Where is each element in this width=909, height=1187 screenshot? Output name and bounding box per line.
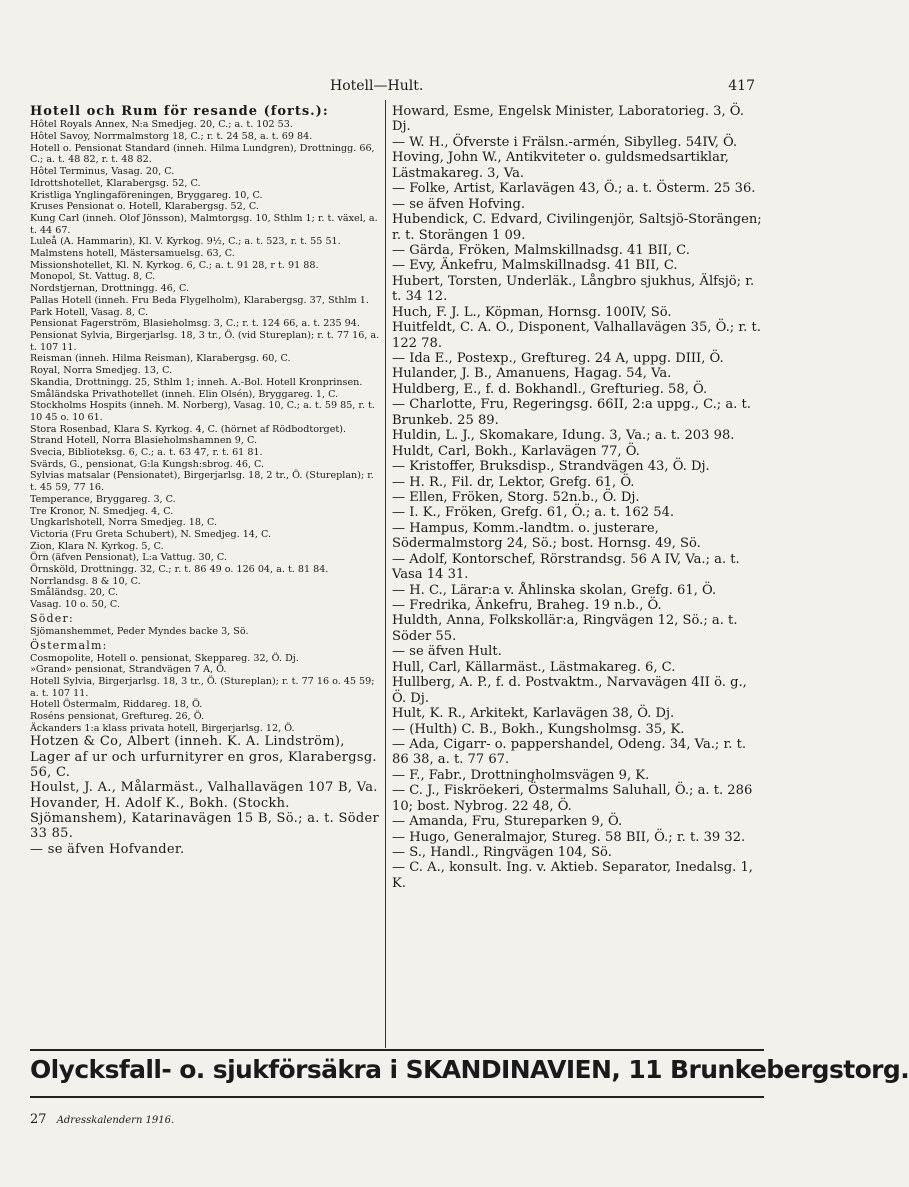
directory-entry: Hôtel Royals Annex, N:a Smedjeg. 20, C.; a. t. 102 53. [30,119,293,131]
directory-entry: Huldberg, E., f. d. Bokhandl., Grefturieg. 58, Ö. [392,381,708,397]
directory-entry: Pensionat Sylvia, Birgerjarlsg. 18, 3 tr., Ö. (vid Stureplan); r. t. 77 16, a. t. 107 11. [30,329,380,353]
directory-entry: Huldt, Carl, Bokh., Karlavägen 77, Ö. [392,443,640,459]
directory-entry: Svärds, G., pensionat, G:la Kungsh:sbrog. 46, C. [30,458,265,470]
directory-entry: Äckanders 1:a klass privata hotell, Birgerjarlsg. 12, Ö. [30,722,295,734]
directory-entry: Hotell Östermalm, Riddareg. 18, Ö. [30,699,203,711]
directory-entry: Hullberg, A. P., f. d. Postvaktm., Narvavägen 4II ö. g., Ö. Dj. [392,675,747,706]
directory-entry: — (Hulth) C. B., Bokh., Kungsholmsg. 35, K. [392,721,685,737]
directory-entry: Hull, Carl, Källarmäst., Lästmakareg. 6, C. [392,659,676,675]
directory-entry: Hult, K. R., Arkitekt, Karlavägen 38, Ö. Dj. [392,706,675,722]
advertisement: Olycksfall- o. sjukförsäkra i SKANDINAVIEN, 11 Brunkebergstorg. [30,1055,909,1084]
directory-entry: Örnsköld, Drottningg. 32, C.; r. t. 86 49 o. 126 04, a. t. 81 84. [30,564,329,576]
directory-entry: Sjömanshemmet, Peder Myndes backe 3, Sö. [30,625,249,637]
directory-entry: — Hugo, Generalmajor, Stureg. 58 BII, Ö.; r. t. 39 32. [392,829,746,845]
directory-entry: — se äfven Hult. [392,644,502,660]
directory-entry: Park Hotell, Vasag. 8, C. [30,306,149,318]
directory-entry: Hoving, John W., Antikviteter o. guldsmedsartiklar, Lästmakareg. 3, Va. [392,150,729,181]
column-divider [385,100,386,1048]
directory-entry: — Ida E., Postexp., Greftureg. 24 A, uppg. DIII, Ö. [392,351,724,366]
page-header [0,78,785,102]
directory-entry: Victoria (Fru Greta Schubert), N. Smedjeg. 14, C. [30,528,272,540]
directory-entry: Ungkarlshotell, Norra Smedjeg. 18, C. [30,517,218,529]
directory-entry: Zion, Klara N. Kyrkog. 5, C. [30,540,164,552]
directory-entry: — C. J., Fiskröekeri, Östermalms Saluhall, Ö.; a. t. 286 10; bost. Nybrog. 22 48, Ö. [392,783,753,814]
directory-entry: — H. C., Lärar:a v. Åhlinska skolan, Grefg. 61, Ö. [392,582,717,598]
directory-entry: — Evy, Änkefru, Malmskillnadsg. 41 BII, C. [392,258,678,274]
page-footer [30,1112,174,1127]
directory-entry: Pensionat Fagerström, Blasieholmsg. 3, C.; r. t. 124 66, a. t. 235 94. [30,318,360,330]
directory-entry: Roséns pensionat, Greftureg. 26, Ö. [30,711,205,723]
directory-entry: Pallas Hotell (inneh. Fru Beda Flygelholm), Klarabergsg. 37, Sthlm 1. [30,294,369,306]
directory-entry: — Adolf, Kontorschef, Rörstrandsg. 56 A IV, Va.; a. t. Vasa 14 31. [392,551,740,583]
directory-entry: Huldin, L. J., Skomakare, Idung. 3, Va.; a. t. 203 98. [392,428,735,444]
directory-entry: Hubert, Torsten, Underläk., Långbro sjukhus, Älfsjö; r. t. 34 12. [392,273,755,305]
directory-entry: Houlst, J. A., Målarmäst., Valhallavägen 107 B, Va. [30,780,378,796]
directory-entry: Royal, Norra Smedjeg. 13, C. [30,365,173,377]
running-title: Hotell—Hult. [330,78,424,94]
directory-entry: Idrottshotellet, Klarabergsg. 52, C. [30,177,201,189]
directory-entry: — Gärda, Fröken, Malmskillnadsg. 41 BII, C. [392,242,690,258]
directory-entry: Kruses Pensionat o. Hotell, Klarabergsg. 52, C. [30,201,259,213]
directory-entry: Monopol, St. Vattug. 8, C. [30,271,156,283]
directory-entry: — Fredrika, Änkefru, Braheg. 19 n.b., Ö. [392,598,662,613]
directory-entry: Huitfeldt, C. A. O., Disponent, Valhallavägen 35, Ö.; r. t. 122 78. [392,320,761,351]
directory-entry: — H. R., Fil. dr, Lektor, Grefg. 61, Ö. [392,474,635,490]
section-heading: Söder: [30,611,74,625]
directory-entry: Hotell o. Pensionat Standard (inneh. Hilma Lundgren), Drottningg. 66, C.; a. t. 48 82, r. t. 48 82. [30,142,375,166]
advert-bottom-rule [30,1096,764,1098]
directory-entry: — Ellen, Fröken, Storg. 52n.b., Ö. Dj. [392,489,640,505]
directory-entry: — Amanda, Fru, Stureparken 9, Ö. [392,814,623,830]
directory-entry: Kung Carl (inneh. Olof Jönsson), Malmtorgsg. 10, Sthlm 1; r. t. växel, a. t. 44 67. [30,212,378,236]
directory-entry: — F., Fabr., Drottningholmsvägen 9, K. [392,767,650,783]
directory-entry: — Hampus, Komm.-landtm. o. justerare, Södermalmstorg 24, Sö.; bost. Hornsg. 49, Sö. [392,520,701,552]
directory-entry: Huldth, Anna, Folkskollär:a, Ringvägen 12, Sö.; a. t. Söder 55. [392,613,738,644]
directory-entry: Stockholms Hospits (inneh. M. Norberg), Vasag. 10, C.; a. t. 59 85, r. t. 10 45 o. 10 61. [30,400,375,423]
directory-entry: Sylvias matsalar (Pensionatet), Birgerjarlsg. 18, 2 tr., Ö. (Stureplan); r. t. 45 59, 77 16. [30,470,374,494]
directory-entry: Stora Rosenbad, Klara S. Kyrkog. 4, C. (hörnet af Rödbodtorget). [30,423,347,435]
directory-entry: Småländsg. 20, C. [30,587,119,599]
directory-entry: Malmstens hotell, Mästersamuelsg. 63, C. [30,248,235,260]
directory-entry: Missionshotellet, Kl. N. Kyrkog. 6, C.; a. t. 91 28, r t. 91 88. [30,259,319,271]
footer-number: 27 [30,1112,47,1127]
directory-entry: Vasag. 10 o. 50, C. [30,599,120,611]
directory-entry: Temperance, Bryggareg. 3, C. [30,493,176,505]
directory-entry: Luleå (A. Hammarin), Kl. V. Kyrkog. 9½, C.; a. t. 523, r. t. 55 51. [30,236,341,248]
directory-entry: Örn (äfven Pensionat), L:a Vattug. 30, C. [30,552,227,564]
directory-entry: Hotell Sylvia, Birgerjarlsg. 18, 3 tr., Ö. (Stureplan); r. t. 77 16 o. 45 59; a. t. 107 11. [30,675,375,699]
advert-top-rule [30,1049,764,1051]
left-column [30,104,382,857]
column-heading: Hotell och Rum för resande (forts.): [30,104,329,119]
directory-entry: Småländska Privathotellet (inneh. Elin Olsén), Bryggareg. 1, C. [30,388,339,400]
directory-entry: Cosmopolite, Hotell o. pensionat, Skeppareg. 32, Ö. Dj. [30,652,299,664]
directory-entry: Hubendick, C. Edvard, Civilingenjör, Saltsjö-Storängen; r. t. Storängen 1 09. [392,212,762,243]
footer-note: Adresskalendern 1916. [56,1115,175,1126]
directory-entry: Huch, F. J. L., Köpman, Hornsg. 100IV, Sö. [392,304,672,320]
directory-entry: — S., Handl., Ringvägen 104, Sö. [392,845,612,860]
directory-entry: Nordstjernan, Drottningg. 46, C. [30,283,190,295]
directory-entry: — C. A., konsult. Ing. v. Aktieb. Separator, Inedalsg. 1, K. [392,860,753,891]
directory-entry: Hôtel Savoy, Norrmalmstorg 18, C.; r. t. 24 58, a. t. 69 84. [30,131,313,143]
directory-entry: Hulander, J. B., Amanuens, Hagag. 54, Va. [392,366,672,382]
directory-entry: Skandia, Drottningg. 25, Sthlm 1; inneh. A.-Bol. Hotell Kronprinsen. [30,376,363,388]
directory-entry: Reisman (inneh. Hilma Reisman), Klarabergsg. 60, C. [30,353,291,365]
directory-entry: Strand Hotell, Norra Blasieholmshamnen 9, C. [30,435,258,447]
directory-entry: — Charlotte, Fru, Regeringsg. 66II, 2:a uppg., C.; a. t. Brunkeb. 25 89. [392,397,751,428]
directory-entry: Hotzen & Co, Albert (inneh. K. A. Lindström), Lager af ur och urfurnityrer en gros, Klarabergsg. 56, C. [30,734,377,781]
directory-entry: — I. K., Fröken, Grefg. 61, Ö.; a. t. 162 54. [392,505,675,521]
directory-entry: Svecia, Biblioteksg. 6, C.; a. t. 63 47, r. t. 61 81. [30,447,263,459]
directory-entry: — se äfven Hofving. [392,196,525,212]
directory-entry: — se äfven Hofvander. [30,841,185,857]
directory-entry: Tre Kronor, N. Smedjeg. 4, C. [30,505,174,517]
section-heading: Östermalm: [30,638,108,652]
directory-entry: Norrlandsg. 8 & 10, C. [30,575,141,587]
directory-entry: — Folke, Artist, Karlavägen 43, Ö.; a. t. Österm. 25 36. [392,181,756,197]
directory-entry: Hovander, H. Adolf K., Bokh. (Stockh. Sjömanshem), Katarinavägen 15 B, Sö.; a. t. Söder 33 85. [30,795,379,842]
directory-entry: »Grand» pensionat, Strandvägen 7 A, Ö. [30,664,227,676]
page-number: 417 [728,78,755,94]
directory-entry: — Kristoffer, Bruksdisp., Strandvägen 43, Ö. Dj. [392,459,710,475]
directory-entry: Kristliga Ynglingaföreningen, Bryggareg. 10, C. [30,189,263,201]
directory-entry: Howard, Esme, Engelsk Minister, Laboratorieg. 3, Ö. Dj. [392,104,744,135]
directory-entry: Hôtel Terminus, Vasag. 20, C. [30,166,175,178]
directory-entry: — W. H., Öfverste i Frälsn.-armén, Sibylleg. 54IV, Ö. [392,134,738,150]
directory-entry: — Ada, Cigarr- o. pappershandel, Odeng. 34, Va.; r. t. 86 38, a. t. 77 67. [392,736,747,768]
right-column [392,104,764,891]
